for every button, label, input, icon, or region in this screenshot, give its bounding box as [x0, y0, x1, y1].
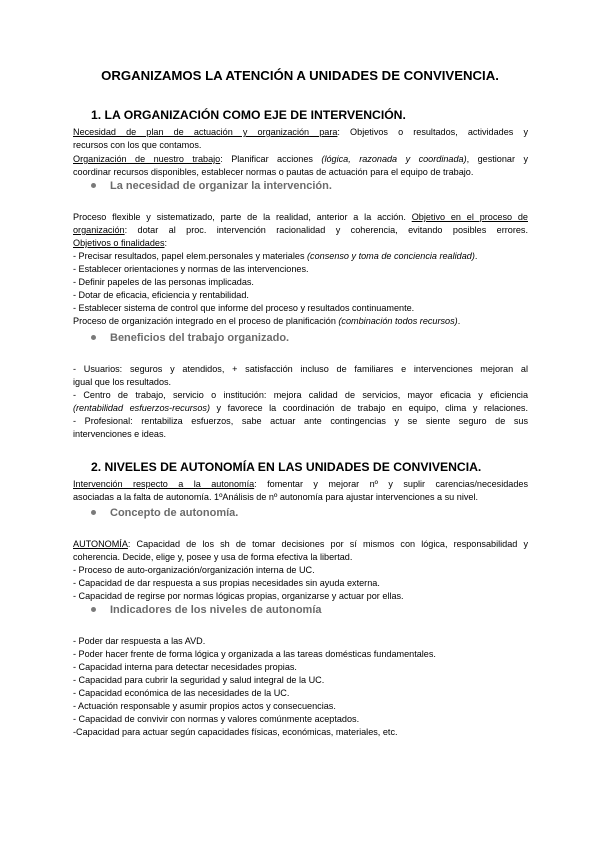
section-1-heading: 1. LA ORGANIZACIÓN COMO EJE DE INTERVENCIÓN. — [91, 108, 406, 122]
plan-text-line-2: recursos con los que contamos. — [73, 140, 202, 150]
section-1-paragraph-2 — [73, 153, 528, 179]
objetivos-item: - Dotar de eficacia, eficiencia y rentabilidad. — [73, 290, 249, 300]
objetivos-item: - Establecer sistema de control que informe del proceso y resultados continuamente. — [73, 303, 415, 313]
section-2-block-1 — [73, 538, 528, 603]
indicator-item: - Capacidad para cubrir la seguridad y salud integral de la UC. — [73, 675, 325, 685]
indicators-list — [73, 635, 528, 739]
objetivos-colon: : — [164, 238, 168, 248]
indicator-item: -Capacidad para actuar según capacidades físicas, económicas, materiales, etc. — [73, 727, 398, 737]
indicator-item: - Capacidad interna para detectar necesidades propias. — [73, 662, 297, 672]
bullet-dot-icon — [91, 510, 96, 515]
bullet-beneficios-text: Beneficios del trabajo organizado. — [110, 332, 290, 344]
proceso-integrado: Proceso de organización integrado en el proceso de planificación (combinación todos recursos). — [73, 316, 461, 326]
organizacion-text-end: , gestionar y — [466, 154, 529, 164]
autonomia-label: AUTONOMÍA — [73, 539, 128, 549]
intervencion-text: : fomentar y mejorar nº y suplir carencias/necesidades — [254, 479, 528, 489]
beneficio-line: - Profesional: rentabiliza esfuerzos, sabe actuar ante contingencias y se siente seguro de sus — [73, 416, 528, 426]
document-title: ORGANIZAMOS LA ATENCIÓN A UNIDADES DE CONVIVENCIA. — [101, 68, 499, 83]
bullet-indicadores-text: Indicadores de los niveles de autonomía — [110, 604, 322, 616]
beneficio-line: (rentabilidad esfuerzos-recursos) y favorece la coordinación de trabajo en equipo, clima y relaciones. — [73, 403, 528, 413]
section-1-paragraph-1 — [73, 126, 528, 152]
section-1-block-1 — [73, 211, 528, 328]
bullet-necesidad — [91, 180, 332, 192]
bullet-dot-icon — [91, 183, 96, 188]
proceso-text: Proceso flexible y sistematizado, parte de la realidad, anterior a la acción. — [73, 212, 412, 222]
beneficio-line: intervenciones e ideas. — [73, 429, 167, 439]
objetivos-label: Objetivos o finalidades — [73, 238, 165, 248]
autonomia-text: : Capacidad de los sh de tomar decisiones por sí mismos con lógica, responsabilidad y — [127, 539, 528, 549]
autonomia-text-line-2: coherencia. Decide, elige y, posee y usa de forma efectiva la libertad. — [73, 552, 353, 562]
plan-text: : Objetivos o resultados, actividades y — [337, 127, 528, 137]
objetivos-item: - Definir papeles de las personas implicadas. — [73, 277, 254, 287]
objetivo-label: Objetivo en el proceso de — [411, 212, 528, 222]
section-1-block-2 — [73, 363, 528, 441]
bullet-dot-icon — [91, 607, 96, 612]
bullet-dot-icon — [91, 335, 96, 340]
plan-label: Necesidad de plan de actuación y organización para — [73, 127, 338, 137]
bullet-necesidad-text: La necesidad de organizar la intervención. — [110, 180, 332, 192]
organizacion-text-line-2: coordinar recursos disponibles, establecer normas o pautas de actuación para el equipo de trabajo. — [73, 167, 474, 177]
objetivo-text: : dotar al proc. intervención racionalidad y coherencia, evitando posibles errores. — [124, 225, 528, 235]
objetivos-item: - Precisar resultados, papel elem.personales y materiales (consenso y toma de conciencia realidad). — [73, 251, 478, 261]
bullet-concepto-text: Concepto de autonomía. — [110, 507, 239, 519]
organizacion-label: Organización de nuestro trabajo — [73, 154, 221, 164]
intervencion-label: Intervención respecto a la autonomía — [73, 479, 255, 489]
organizacion-underlined: organización — [73, 225, 125, 235]
indicator-item: - Poder dar respuesta a las AVD. — [73, 636, 206, 646]
bullet-concepto — [91, 507, 238, 519]
indicator-item: - Poder hacer frente de forma lógica y organizada a las tareas domésticas fundamentales. — [73, 649, 436, 659]
beneficio-line: - Centro de trabajo, servicio o institución: mejora calidad de servicios, mayor eficacia y eficiencia — [73, 390, 528, 400]
indicator-item: - Capacidad económica de las necesidades de la UC. — [73, 688, 290, 698]
bullet-beneficios — [91, 332, 289, 344]
section-2-heading: 2. NIVELES DE AUTONOMÍA EN LAS UNIDADES DE CONVIVENCIA. — [91, 460, 482, 474]
autonomia-item: - Capacidad de regirse por normas lógicas propias, organizarse y actuar por ellas. — [73, 591, 404, 601]
autonomia-item: - Proceso de auto-organización/organización interna de UC. — [73, 565, 315, 575]
indicator-item: - Capacidad de convivir con normas y valores comúnmente aceptados. — [73, 714, 360, 724]
intervencion-text-line-2: asociadas a la falta de autonomía. 1ºAnálisis de nº autonomía para ajustar intervenciones a su nivel. — [73, 492, 478, 502]
beneficio-line: - Usuarios: seguros y atendidos, + satisfacción incluso de familiares e intervenciones mejoran al — [73, 364, 528, 374]
bullet-indicadores — [91, 604, 322, 616]
objetivos-item: - Establecer orientaciones y normas de las intervenciones. — [73, 264, 309, 274]
organizacion-italic: (lógica, razonada y coordinada) — [321, 154, 467, 164]
beneficio-line: igual que los resultados. — [73, 377, 172, 387]
section-2-intro — [73, 478, 528, 504]
organizacion-text: : Planificar acciones — [220, 154, 322, 164]
autonomia-item: - Capacidad de dar respuesta a sus propias necesidades sin ayuda externa. — [73, 578, 380, 588]
indicator-item: - Actuación responsable y asumir propios actos y consecuencias. — [73, 701, 336, 711]
